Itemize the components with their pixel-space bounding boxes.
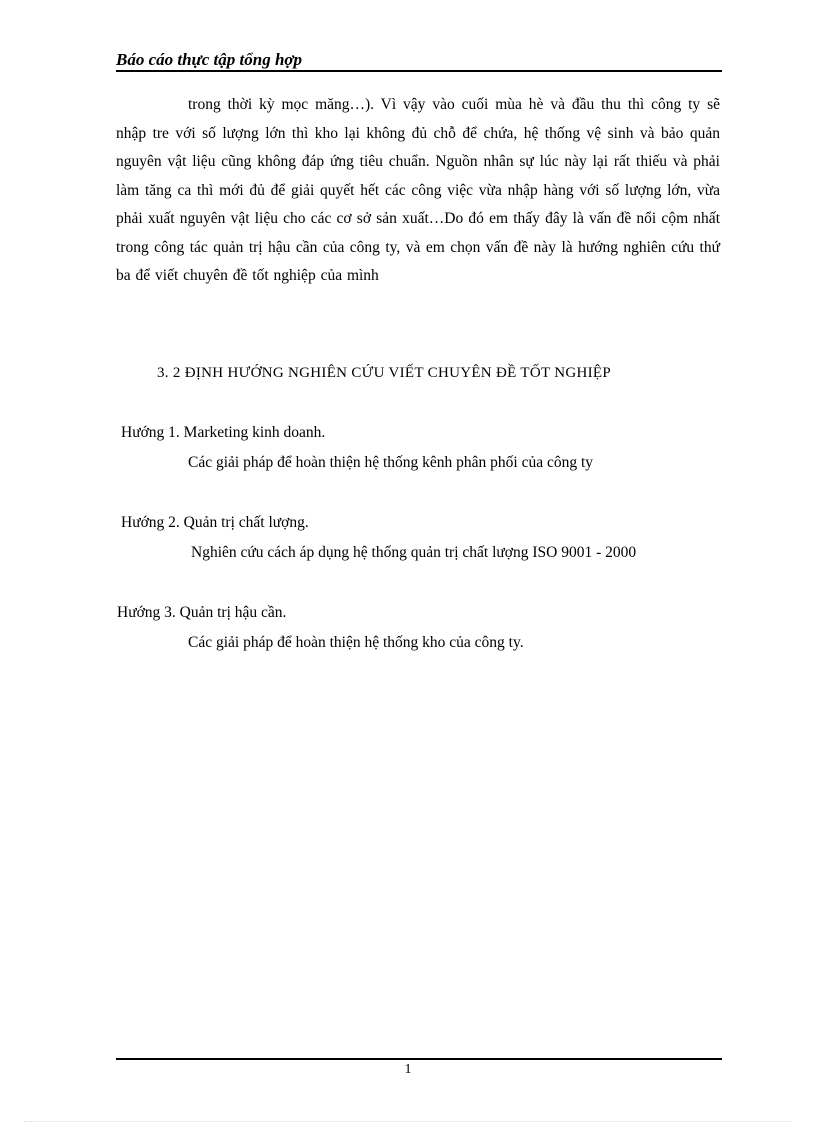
page-edge	[24, 1121, 792, 1122]
report-header-title: Báo cáo thực tập tổng hợp	[116, 50, 303, 69]
page-number: 1	[404, 1062, 412, 1077]
section-heading: 3. 2 ĐỊNH HƯỚNG NGHIÊN CỨU VIẾT CHUYÊN ĐỀ TỐT NGHIỆP	[157, 365, 611, 381]
body-paragraph: trong thời kỳ mọc măng…). Vì vậy vào cuối mùa hè và đầu thu thì công ty sẽ nhập tre với số lượng lớn thì kho lại không đủ chỗ để chứa, hệ thống vệ sinh và bảo quản nguyên vật liệu cũng không đáp ứng tiêu chuẩn. Nguồn nhân sự lúc này lại rất thiếu và phải làm tăng ca thì mới đủ để giải quyết hết các công việc vừa nhập hàng với số lượng lớn, vừa phải xuất nguyên vật liệu cho các cơ sở sản xuất…Do đó em thấy đây là vấn đề nổi cộm nhất trong công tác quản trị hậu cần của công ty, và em chọn vấn đề này là hướng nghiên cứu thứ ba để viết chuyên đề tốt nghiệp của mình	[116, 96, 720, 284]
direction-3-description: Các giải pháp để hoàn thiện hệ thống kho của công ty.	[188, 634, 524, 651]
direction-2-description: Nghiên cứu cách áp dụng hệ thống quản trị chất lượng ISO 9001 - 2000	[191, 544, 637, 561]
header-divider	[116, 70, 722, 72]
direction-2-title: Hướng 2. Quản trị chất lượng.	[121, 514, 309, 531]
footer-divider	[116, 1058, 722, 1060]
direction-1-title: Hướng 1. Marketing kinh doanh.	[121, 424, 326, 441]
direction-1-description: Các giải pháp để hoàn thiện hệ thống kênh phân phối của công ty	[188, 454, 594, 471]
direction-3-title: Hướng 3. Quản trị hậu cần.	[117, 604, 287, 621]
